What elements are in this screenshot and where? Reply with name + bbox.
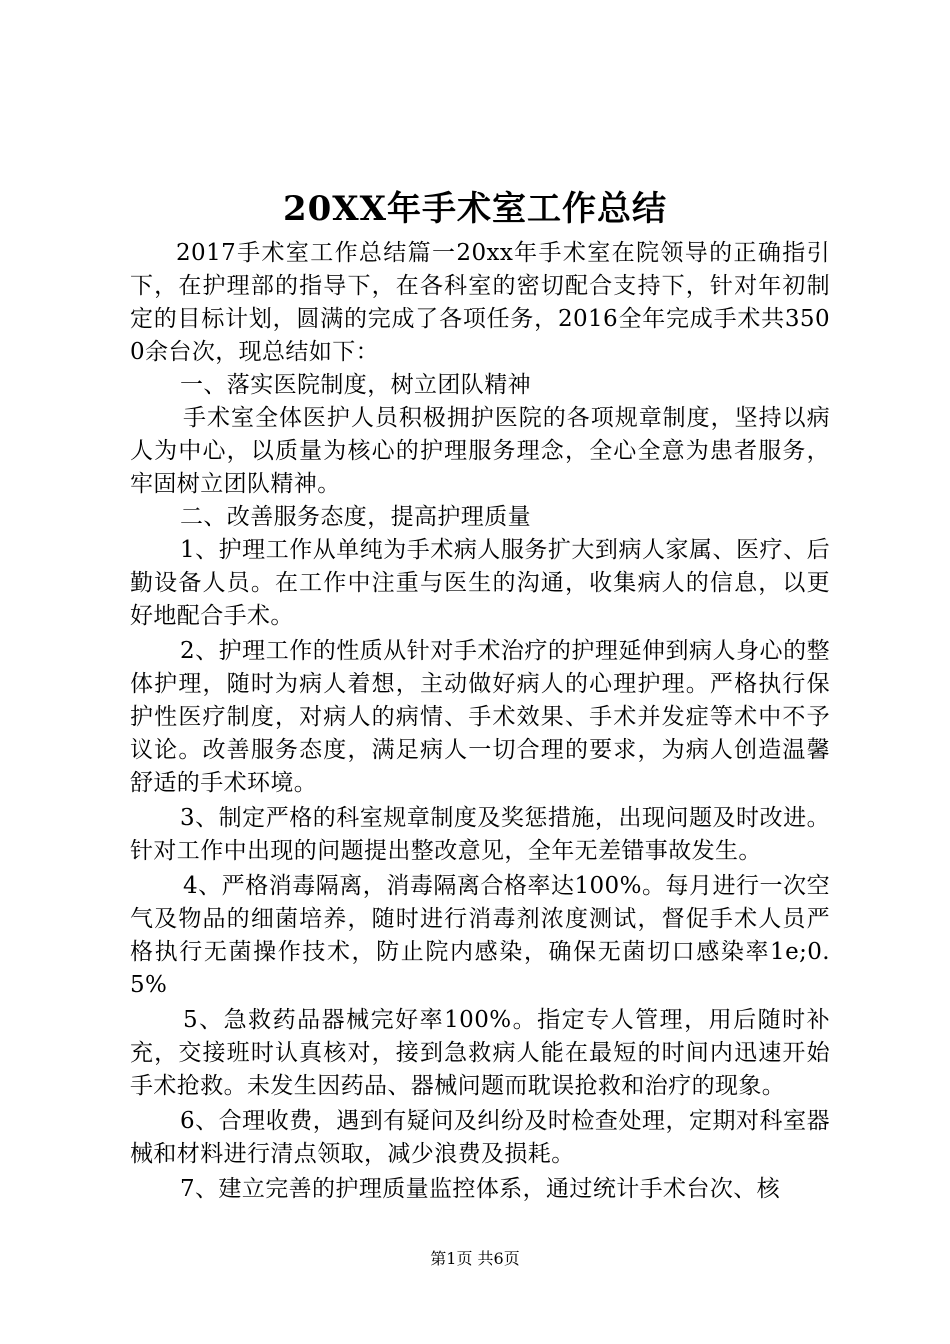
- document-body: [130, 237, 830, 1206]
- item-3-paragraph: 3、制定严格的科室规章制度及奖惩措施，出现问题及时改进。针对工作中出现的问题提出整改意见，全年无差错事故发生。: [130, 805, 830, 864]
- section-heading-1: 一、落实医院制度，树立团队精神: [180, 372, 531, 398]
- item-4-paragraph: 4、严格消毒隔离，消毒隔离合格率达100%。每月进行一次空气及物品的细菌培养，随时进行消毒剂浓度测试，督促手术人员严格执行无菌操作技术，防止院内感染，确保无菌切口感染率1e;0.5%: [130, 873, 830, 998]
- item-5-paragraph: 5、急救药品器械完好率100%。指定专人管理，用后随时补充，交接班时认真核对，接到急救病人能在最短的时间内迅速开始手术抢救。未发生因药品、器械问题而耽误抢救和治疗的现象。: [130, 1007, 830, 1099]
- page-number-footer: 第1页 共6页: [430, 1249, 520, 1268]
- intro-paragraph: 2017手术室工作总结篇一20xx年手术室在院领导的正确指引下，在护理部的指导下，在各科室的密切配合支持下，针对年初制定的目标计划，圆满的完成了各项任务，2016全年完成手术共3500余台次，现总结如下：: [130, 240, 830, 365]
- item-1-paragraph: 1、护理工作从单纯为手术病人服务扩大到病人家属、医疗、后勤设备人员。在工作中注重与医生的沟通，收集病人的信息，以更好地配合手术。: [130, 537, 830, 629]
- document-title: 20XX年手术室工作总结: [282, 189, 668, 229]
- section-heading-2: 二、改善服务态度，提高护理质量: [180, 504, 531, 530]
- item-6-paragraph: 6、合理收费，遇到有疑问及纠纷及时检查处理，定期对科室器械和材料进行清点领取，减少浪费及损耗。: [130, 1108, 830, 1167]
- item-2-paragraph: 2、护理工作的性质从针对手术治疗的护理延伸到病人身心的整体护理，随时为病人着想，主动做好病人的心理护理。严格执行保护性医疗制度，对病人的病情、手术效果、手术并发症等术中不予议论。改善服务态度，满足病人一切合理的要求，为病人创造温馨舒适的手术环境。: [130, 638, 830, 796]
- section-1-paragraph: 手术室全体医护人员积极拥护医院的各项规章制度，坚持以病人为中心，以质量为核心的护理服务理念，全心全意为患者服务，牢固树立团队精神。: [130, 405, 830, 497]
- item-7-paragraph: 7、建立完善的护理质量监控体系，通过统计手术台次、核: [180, 1176, 781, 1202]
